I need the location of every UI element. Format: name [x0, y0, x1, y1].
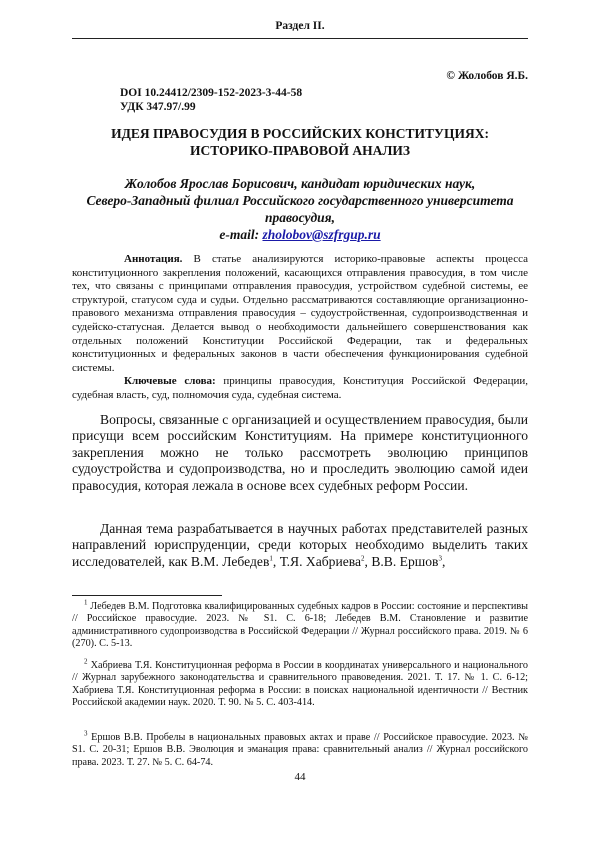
running-header: Раздел II. [275, 20, 325, 32]
abstract-text: В статье анализируются историко-правовые аспекты процесса конституционного закрепления положений, касающихся отправления правосудия, в том числе тех, что связаны с принципами отправления правосудия, устройством судебной системы, ее структурой, статусом суда и судьи. Отдельно рассматриваются составляющие организационно-правового механизма отправления правосудия – судоустройственная, судопроизводственная и судейско-статусная. Делается вывод о необходимости дальнейшего совершенствования как отдельных положений Конституции Российской Федерации, так и федеральных конституционных и федеральных законов в части обеспечения функционирования судебной системы. [72, 253, 528, 374]
title-line-2: ИСТОРИКО-ПРАВОВОЙ АНАЛИЗ [189, 143, 411, 158]
footnote-ref-1[interactable]: 1 [269, 554, 273, 563]
abstract [72, 253, 528, 375]
article-title [72, 125, 528, 159]
title-line-1: ИДЕЯ ПРАВОСУДИЯ В РОССИЙСКИХ КОНСТИТУЦИЯХ: [111, 126, 489, 141]
email-link[interactable]: zholobov@szfrgup.ru [262, 227, 381, 242]
footnote-1 [72, 598, 528, 651]
footnote-text: Хабриева Т.Я. Конституционная реформа в России в координатах универсального и национального // Журнал зарубежного законодательства и сравнительного правоведения. 2021. Т. 17. № 1. С. 6-12; Хабриева Т.Я. Конституционная реформа в России: в поисках национальной идентичности // Вестник Российской академии наук. 2020. Т. 90. № 5. С. 403-414. [72, 660, 528, 709]
author-email-line [72, 226, 528, 243]
author-affiliation-end: правосудия, [265, 210, 335, 225]
copyright-notice: © Жолобов Я.Б. [446, 70, 528, 82]
footnote-ref-2[interactable]: 2 [361, 554, 365, 563]
author-name: Жолобов Ярослав Борисович, кандидат юридических наук, [124, 176, 476, 191]
footnote-3 [72, 729, 528, 769]
footnote-rule [72, 595, 222, 596]
footnote-number: 2 [84, 657, 88, 666]
paragraph-2-text-2: , Т.Я. Хабриева [272, 553, 362, 569]
footnote-ref-3[interactable]: 3 [438, 554, 442, 563]
footnote-number: 1 [84, 598, 88, 607]
header-rule [72, 38, 528, 39]
body-paragraph-2 [72, 521, 528, 570]
keywords-text: принципы правосудия, Конституция Российской Федерации, судебная власть, суд, полномочия суда, судебная система. [72, 375, 528, 401]
body-paragraph-1: Вопросы, связанные с организацией и осуществлением правосудия, были присущи всем российским Конституциям. На примере конституционного закрепления можно не только рассмотреть эволюцию принципов судоустройства и судопроизводства, но и проследить эволюцию самой идеи правосудия, которая лежала в основе всех судебных реформ России. [72, 412, 528, 493]
footnote-2 [72, 657, 528, 710]
page-number: 44 [294, 771, 306, 783]
footnote-number: 3 [84, 729, 88, 738]
abstract-label: Аннотация. [124, 253, 183, 265]
paragraph-2-text: Данная тема разрабатывается в научных работах представителей разных направлений юриспруденции, среди которых необходимо выделить таких исследователей, как В.М. Лебедев [72, 521, 528, 569]
email-label: e-mail: [219, 227, 263, 242]
doi-line: DOI 10.24412/2309-152-2023-3-44-58 [120, 87, 303, 99]
author-affiliation: Северо-Западный филиал Российского государственного университета [86, 193, 514, 208]
footnote-text: Лебедев В.М. Подготовка квалифицированных судебных кадров в России: состояние и перспективы // Российское правосудие. 2023. № S1. С. 6-18; Лебедев В.М. Становление и развитие административного судопроизводства в Российской Федерации // Журнал российского права. 2019. № 6 (270). С. 5-13. [72, 601, 528, 650]
footnote-text: Ершов В.В. Пробелы в национальных правовых актах и праве // Российское правосудие. 2023. № S1. С. 20-31; Ершов В.В. Эволюция и эманация права: сравнительный анализ // Журнал российского права. 2023. Т. 27. № 5. С. 64-74. [72, 732, 528, 768]
keywords [72, 375, 528, 402]
paragraph-2-text-3: , В.В. Ершов [364, 553, 439, 569]
author-block [72, 175, 528, 243]
paragraph-2-text-4: , [441, 553, 446, 569]
udk-line: УДК 347.97/.99 [120, 101, 196, 113]
keywords-label: Ключевые слова: [124, 375, 216, 387]
